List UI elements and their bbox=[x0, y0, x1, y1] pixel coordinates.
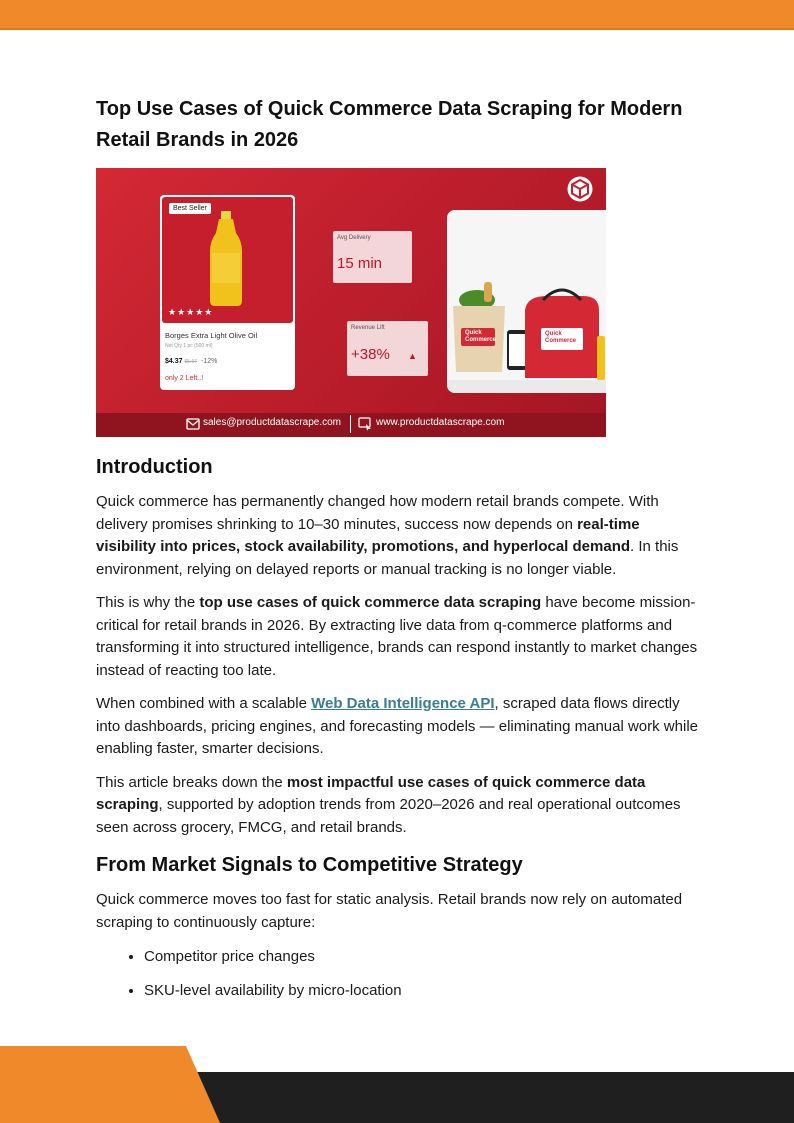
contact-divider bbox=[350, 415, 351, 433]
avg-delivery-metric bbox=[333, 231, 412, 283]
stock-warning: only 2 Left..! bbox=[165, 375, 204, 382]
contact-strip bbox=[96, 413, 606, 437]
best-seller-badge: Best Seller bbox=[169, 203, 211, 214]
revenue-lift-value: +38% bbox=[351, 346, 390, 363]
footer-dark-band bbox=[150, 1072, 794, 1123]
intro-paragraph-3 bbox=[96, 693, 701, 761]
olive-oil-bottle-icon bbox=[208, 211, 244, 307]
revenue-lift-metric bbox=[347, 321, 428, 376]
bag-label-2: Quick Commerce bbox=[545, 331, 577, 344]
delivery-bags-photo bbox=[447, 210, 606, 393]
text-run: , scraped data flows directly into dashboards, pricing engines, and forecasting models — eliminating manual work while enabling faster, smarter decisions. bbox=[96, 695, 698, 757]
text-run: have become mission-critical for retail brands in 2026. By extracting live data from q-commerce platforms and transforming it into structured intelligence, brands can respond instantly to market changes instead of reacting too late. bbox=[96, 594, 698, 679]
text-run: When combined with a scalable bbox=[96, 695, 312, 712]
header-accent-bar bbox=[0, 0, 794, 30]
rating-stars: ★★★★★ bbox=[168, 307, 214, 317]
product-card bbox=[160, 195, 295, 390]
bold-run: real-time visibility into prices, stock availability, promotions, and hyperlocal demand bbox=[96, 515, 640, 555]
text-run: Quick commerce has permanently changed how modern retail brands compete. With delivery promises shrinking to 10–30 minutes, success now depends on bbox=[96, 493, 659, 533]
bag-label-1: Quick Commerce bbox=[465, 330, 497, 343]
avg-delivery-label: Avg Delivery bbox=[337, 235, 371, 241]
section-heading-introduction: Introduction bbox=[96, 456, 213, 478]
avg-delivery-value: 15 min bbox=[337, 255, 383, 272]
product-price-row bbox=[165, 358, 217, 365]
bold-run: most impactful use cases of quick commerce data scraping bbox=[96, 773, 646, 813]
product-discount: -12% bbox=[201, 358, 218, 365]
text-run: This article breaks down the bbox=[96, 773, 287, 791]
text-run: , supported by adoption trends from 2020–2026 and real operational outcomes seen across grocery, FMCG, and retail brands. bbox=[96, 796, 681, 836]
bold-run: top use cases of quick commerce data scraping bbox=[199, 594, 542, 611]
text-run: This is why the bbox=[96, 594, 200, 611]
revenue-lift-label: Revenue Lift bbox=[351, 325, 385, 331]
page-title: Top Use Cases of Quick Commerce Data Scraping for Modern Retail Brands in 2026 bbox=[96, 98, 683, 151]
signals-list bbox=[96, 946, 706, 1002]
contact-website[interactable]: www.productdatascrape.com bbox=[376, 417, 505, 428]
list-item: • Competitor price changes bbox=[144, 946, 706, 968]
product-name: Borges Extra Light Olive Oil bbox=[165, 331, 258, 340]
email-icon bbox=[186, 418, 200, 430]
footer-orange-accent bbox=[0, 1046, 220, 1123]
list-item: • SKU-level availability by micro-location bbox=[144, 980, 706, 1002]
contact-email[interactable]: sales@productdatascrape.com bbox=[203, 417, 341, 428]
article bbox=[96, 94, 706, 1013]
product-price: $4.37 bbox=[165, 358, 183, 365]
hero-banner bbox=[96, 168, 606, 437]
intro-paragraph-4 bbox=[96, 772, 701, 840]
product-image bbox=[162, 197, 293, 323]
brand-cube-logo-icon bbox=[567, 176, 593, 202]
delivery-bags-illustration-icon bbox=[447, 210, 606, 393]
intro-paragraph-2 bbox=[96, 592, 701, 682]
text-run: . In this environment, relying on delayed reports or manual tracking is no longer viable. bbox=[96, 538, 679, 578]
section-heading-strategy: From Market Signals to Competitive Strategy bbox=[96, 854, 523, 876]
intro-paragraph-1 bbox=[96, 491, 701, 581]
strategy-paragraph: Quick commerce moves too fast for static analysis. Retail brands now rely on automated scraping to continuously capture: bbox=[96, 891, 683, 931]
up-arrow-icon: ▲ bbox=[408, 351, 417, 361]
product-quantity: Net Qty 1 pc (500 ml) bbox=[165, 343, 213, 349]
web-data-intelligence-api-link[interactable]: Web Data Intelligence API bbox=[311, 695, 495, 712]
product-old-price: $5.97 bbox=[184, 359, 198, 365]
globe-cursor-icon bbox=[358, 417, 372, 431]
